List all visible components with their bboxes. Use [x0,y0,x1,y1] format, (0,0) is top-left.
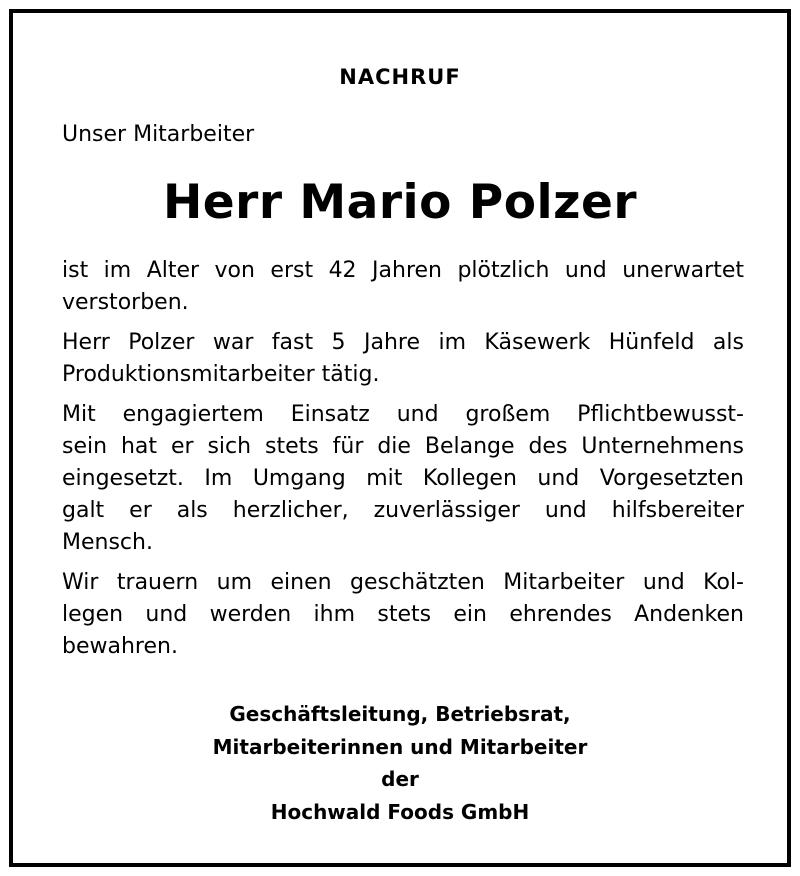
signature-line: der [381,767,419,791]
text-line: Mensch. [62,530,153,555]
text-line: sein hat er sich stets für die Belange des Unternehmens [62,434,744,459]
text-line: legen und werden ihm stets ein ehrendes Andenken [62,602,744,627]
paragraph-mourning [62,567,744,663]
text-line: eingesetzt. Im Umgang mit Kollegen und Vorgesetzten [62,466,744,491]
text-line: Mit engagiertem Einsatz und großem Pflichtbewusst- [62,402,744,427]
deceased-name: Herr Mario Polzer [162,175,638,230]
intro-text: Unser Mitarbeiter [62,122,255,147]
signature-line: Geschäftsleitung, Betriebsrat, [229,702,571,726]
signature-line: Mitarbeiterinnen und Mitarbeiter [212,734,588,759]
text-line: verstorben. [62,290,189,315]
text-line: ist im Alter von erst 42 Jahren plötzlich und unerwartet [62,258,744,283]
text-line: Produktionsmitarbeiter tätig. [62,362,380,387]
obituary-heading: NACHRUF [339,65,461,89]
text-line: bewahren. [62,634,178,659]
paragraph-character [62,399,744,559]
obituary-content [13,13,787,863]
signature-company: Hochwald Foods GmbH [270,799,530,824]
signature-block [13,698,787,828]
obituary-body [62,255,744,671]
paragraph-age [62,255,744,319]
text-line: Herr Polzer war fast 5 Jahre im Käsewerk Hünfeld als [62,330,744,355]
paragraph-employment [62,327,744,391]
text-line: Wir trauern um einen geschätzten Mitarbeiter und Kol- [62,570,744,595]
obituary-frame [9,9,791,867]
text-line: galt er als herzlicher, zuverlässiger und hilfsbereiter [62,498,744,523]
